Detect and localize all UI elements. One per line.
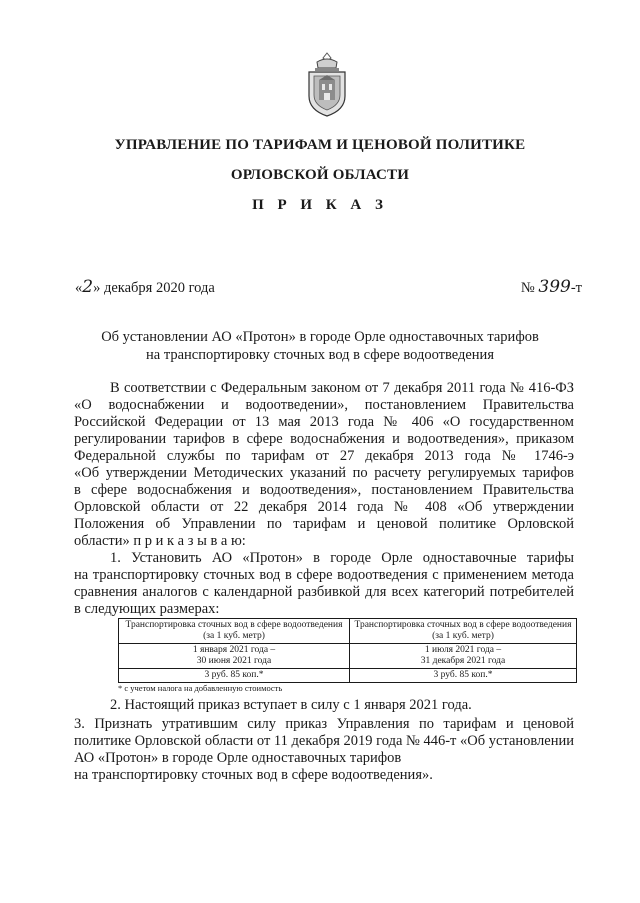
table-cell: 3 руб. 85 коп.*: [119, 669, 350, 683]
table-cell: Транспортировка сточных вод в сфере водоотведения (за 1 куб. метр): [350, 619, 577, 644]
document-type-title: П Р И К А З: [252, 197, 388, 213]
table-row: [119, 619, 577, 644]
item1-line: 1. Установить АО «Протон» в городе Орле одноставочные тарифы: [110, 550, 574, 566]
item1-line: на транспортировку сточных вод в сфере водоотведения с применением метода: [74, 567, 574, 583]
table-cell: Транспортировка сточных вод в сфере водоотведения (за 1 куб. метр): [119, 619, 350, 644]
coat-of-arms-emblem: [305, 50, 349, 120]
preamble-line: «О водоснабжении и водоотведении», постановлением Правительства: [74, 397, 574, 413]
item3-paragraph: [74, 716, 574, 784]
preamble-line: В соответствии с Федеральным законом от 7 декабря 2011 года № 416-ФЗ: [110, 380, 574, 396]
item3-last-line: на транспортировку сточных вод в сфере водоотведения».: [74, 767, 433, 783]
organization-name-line1: УПРАВЛЕНИЕ ПО ТАРИФАМ И ЦЕНОВОЙ ПОЛИТИКЕ: [114, 137, 526, 153]
preamble-last-line: области» п р и к а з ы в а ю:: [74, 533, 246, 549]
subject-line: Об установлении АО «Протон» в городе Орле одноставочных тарифов: [101, 329, 539, 345]
handwritten-number: 399: [538, 277, 571, 297]
table-cell: 1 июля 2021 года – 31 декабря 2021 года: [350, 644, 577, 669]
item2-text: 2. Настоящий приказ вступает в силу с 1 января 2021 года.: [110, 697, 472, 713]
organization-name-line2: ОРЛОВСКОЙ ОБЛАСТИ: [230, 167, 410, 183]
table-footnote: * с учетом налога на добавленную стоимость: [118, 683, 283, 693]
preamble-line: «Об утверждении Методических указаний по расчету регулируемых тарифов: [74, 465, 574, 481]
preamble-line: регулировании тарифов в сфере водоснабжения и водоотведения», приказом: [74, 431, 574, 447]
order-date: «2» декабря 2020 года: [75, 277, 215, 297]
subject-line: на транспортировку сточных вод в сфере водоотведения: [146, 347, 494, 363]
preamble-line: Российской Федерации от 13 мая 2013 года № 406 «О государственном: [74, 414, 574, 430]
preamble-line: Положения об Управлении по тарифам и ценовой политике Орловской: [74, 516, 574, 532]
handwritten-day: 2: [82, 277, 94, 297]
item3-line: «Об установлении АО «Протон» в городе Орле одноставочных тарифов: [74, 733, 575, 766]
preamble-line: в сфере водоснабжения и водоотведения», постановлением Правительства: [74, 482, 574, 498]
tariff-table: [118, 618, 577, 683]
preamble-line: Федеральной службы по тарифам от 27 декабря 2013 года № 1746-э: [74, 448, 574, 464]
item1-last-line: в следующих размерах:: [74, 601, 220, 617]
preamble-line: Орловской области от 22 декабря 2014 года № 408 «Об утверждении: [74, 499, 574, 515]
item3-line: политике Орловской области от 11 декабря 2019 года № 446-т: [74, 733, 457, 749]
item2-paragraph: [74, 697, 574, 714]
item3-line: 3. Признать утратившим силу приказ Управления по тарифам и ценовой: [74, 716, 574, 732]
table-row: [119, 644, 577, 669]
table-cell: 1 января 2021 года – 30 июня 2021 года: [119, 644, 350, 669]
order-subject: [60, 328, 580, 364]
order-number: № 399-т: [520, 277, 582, 297]
item1-line: сравнения аналогов с календарной разбивкой для всех категорий потребителей: [74, 584, 574, 600]
order-body: [74, 380, 574, 618]
table-cell: 3 руб. 85 коп.*: [350, 669, 577, 683]
table-row: [119, 669, 577, 683]
